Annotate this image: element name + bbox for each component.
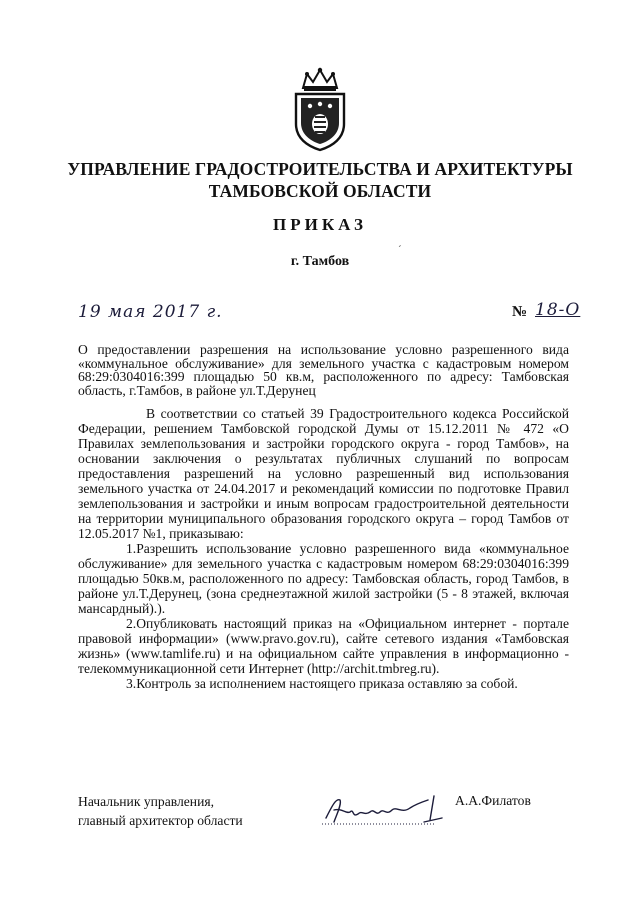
- body-item-1: 1.Разрешить использование условно разрешенного вида «коммунальное обслуживание» для земельного участка с кадастровым номером 68:29:0304016:399 площадью 50кв.м, расположенного по адресу: Тамбовская область, город Тамбов, в районе ул.Т.Дерунец, (зона среднеэтажной жилой застройки (5 - 8 этажей, включая мансардный).).: [78, 541, 569, 616]
- body-item-3: 3.Контроль за исполнением настоящего приказа оставляю за собой.: [126, 676, 518, 691]
- signatory-position-line2: главный архитектор области: [78, 813, 243, 828]
- order-body: [78, 406, 569, 691]
- document-type-title: ПРИКАЗ: [273, 215, 367, 234]
- city-label: г. Тамбов: [290, 254, 350, 269]
- body-intro-paragraph: В соответствии со статьей 39 Градостроительного кодекса Российской Федерации, решением Тамбовской городской Думы от 15.12.2011 № 472 «О Правилах землепользования и застройки городского округа - город Тамбов», на основании заключения о результатах публичных слушаний по вопросам предоставления разрешений на условно разрешенный вид использования земельного участка от 24.04.2017 и рекомендаций комиссии по подготовке Правил землепользования и застройки и иным вопросам градостроительной деятельности на территории муниципального образования городского округа – город Тамбов от 12.05.2017 №1, приказываю:: [78, 406, 569, 541]
- organization-name-line1: УПРАВЛЕНИЕ ГРАДОСТРОИТЕЛЬСТВА И АРХИТЕКТУРЫ: [67, 159, 573, 179]
- handwritten-order-number: 18-О: [535, 300, 581, 320]
- handwritten-signature: [322, 788, 462, 830]
- order-subject: О предоставлении разрешения на использование условно разрешенного вида «коммунальное обслуживание» для земельного участка с кадастровым номером 68:29:0304016:399 площадью 50 кв.м, расположенного по адресу: Тамбовская область, г.Тамбов, в районе ул.Т.Дерунец: [78, 342, 569, 398]
- coat-of-arms-icon: [293, 66, 347, 152]
- scan-mark: ˊ: [398, 244, 402, 256]
- order-number-label: №: [512, 304, 528, 320]
- signatory-position-line1: Начальник управления,: [78, 794, 214, 809]
- handwritten-date: 19 мая 2017 г.: [78, 302, 223, 322]
- signatory-position: [78, 792, 243, 830]
- body-item-2: 2.Опубликовать настоящий приказ на «Официальном интернет - портале правовой информации» (www.pravo.gov.ru), сайте сетевого издания «Тамбовская жизнь» (www.tamlife.ru) и на официальном сайте управления в информационно - телекоммуникационной сети Интернет (http://archit.tmbreg.ru).: [78, 616, 569, 676]
- signatory-name: А.А.Филатов: [455, 793, 531, 808]
- organization-name-line2: ТАМБОВСКОЙ ОБЛАСТИ: [208, 181, 432, 201]
